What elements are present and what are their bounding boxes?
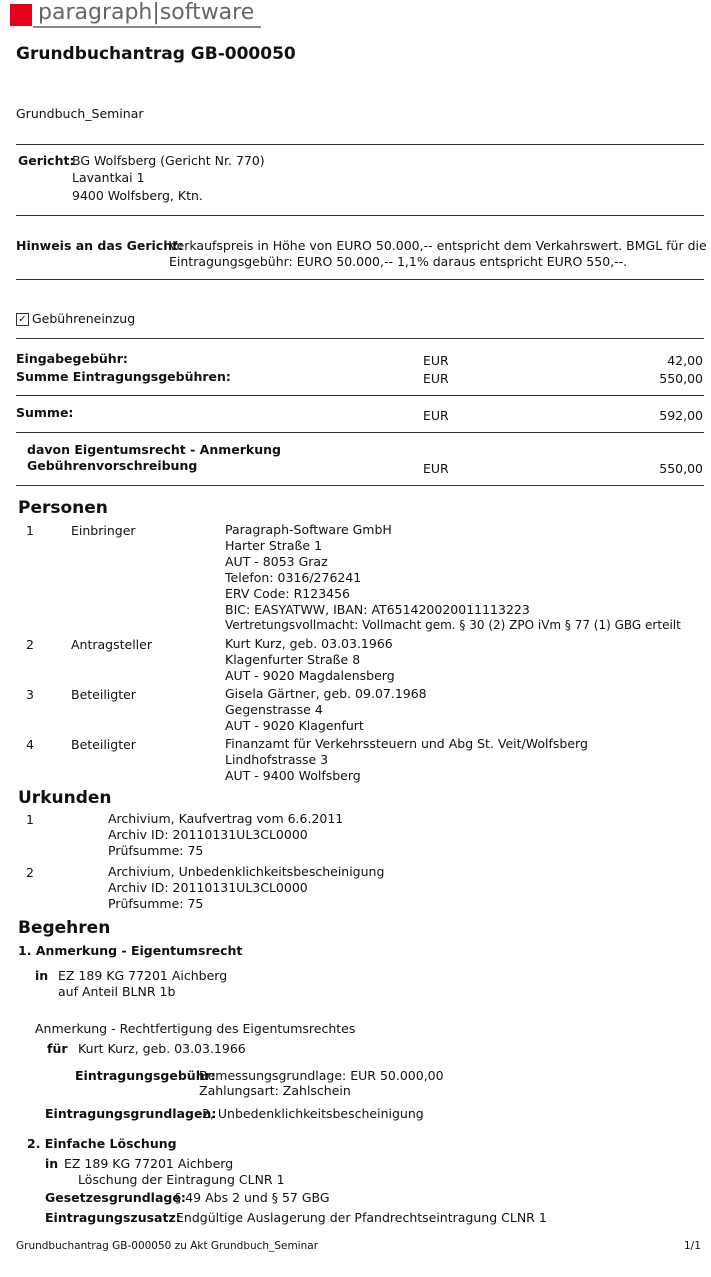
person-line: AUT - 9020 Magdalensberg [225, 668, 395, 683]
logo-underline [33, 26, 261, 28]
eintragungsgrundlagen-value: 2, Unbedenklichkeitsbescheinigung [202, 1106, 424, 1121]
eintragung-label: Summe Eintragungsgebühren: [16, 369, 231, 384]
davon-amount: 550,00 [659, 461, 703, 476]
divider [16, 432, 704, 433]
in-line: Löschung der Eintragung CLNR 1 [78, 1172, 285, 1187]
eintragung-amount: 550,00 [659, 371, 703, 386]
eintragungszusatz-value: Endgültige Auslagerung der Pfandrechtseintragung CLNR 1 [176, 1210, 547, 1225]
logo-text: paragraph|software [38, 0, 255, 25]
gebuehreneinzug-checkbox[interactable]: ✓ [16, 313, 29, 326]
in-line: EZ 189 KG 77201 Aichberg [64, 1156, 234, 1171]
person-role: Antragsteller [71, 637, 152, 652]
divider [16, 485, 704, 486]
person-line: ERV Code: R123456 [225, 586, 351, 601]
divider [16, 144, 704, 145]
gericht-label: Gericht: [18, 153, 75, 168]
summe-label: Summe: [16, 405, 74, 420]
person-line: Gisela Gärtner, geb. 09.07.1968 [225, 686, 427, 701]
begehren-2-title: 2. Einfache Löschung [27, 1136, 177, 1151]
urkunde-nr: 1 [26, 812, 34, 827]
divider [16, 395, 704, 396]
davon-line: davon Eigentumsrecht - Anmerkung [27, 442, 281, 457]
urkunden-heading: Urkunden [18, 788, 112, 808]
divider [16, 279, 704, 280]
gesetzesgrundlage-label: Gesetzesgrundlage: [45, 1190, 186, 1205]
person-role: Beteiligter [71, 687, 136, 702]
person-line: BIC: EASYATWW, IBAN: AT651420020011113223 [225, 602, 530, 617]
divider [16, 338, 704, 339]
urkunde-line: Prüfsumme: 75 [108, 843, 204, 858]
eintragung-currency: EUR [423, 371, 449, 386]
page-title: Grundbuchantrag GB-000050 [16, 44, 296, 64]
person-nr: 1 [26, 523, 34, 538]
divider [16, 215, 704, 216]
person-role: Beteiligter [71, 737, 136, 752]
summe-amount: 592,00 [659, 408, 703, 423]
begehren-1-title: 1. Anmerkung - Eigentumsrecht [18, 943, 243, 958]
gebuehreneinzug-label: Gebühreneinzug [32, 311, 136, 326]
eintragungsgrundlagen-label: Eintragungsgrundlagen: [45, 1106, 217, 1121]
eingabe-label: Eingabegebühr: [16, 351, 128, 366]
eingabe-currency: EUR [423, 353, 449, 368]
in-line: auf Anteil BLNR 1b [58, 984, 176, 999]
person-line: Klagenfurter Straße 8 [225, 652, 361, 667]
person-line: AUT - 9020 Klagenfurt [225, 718, 364, 733]
hinweis-label: Hinweis an das Gericht: [16, 238, 184, 253]
gericht-line: Lavantkai 1 [72, 170, 145, 185]
begehren-heading: Begehren [18, 918, 111, 938]
anmerkung-text: Anmerkung - Rechtfertigung des Eigentumsrechtes [35, 1021, 356, 1036]
person-line: AUT - 8053 Graz [225, 554, 328, 569]
eintragungsgebuehr-label: Eintragungsgebühr: [75, 1068, 216, 1083]
person-nr: 4 [26, 737, 34, 752]
fuer-label: für [47, 1041, 68, 1056]
urkunde-line: Archivium, Unbedenklichkeitsbescheinigung [108, 864, 385, 879]
footer-text: Grundbuchantrag GB-000050 zu Akt Grundbuch_Seminar [16, 1240, 319, 1252]
urkunde-line: Prüfsumme: 75 [108, 896, 204, 911]
summe-currency: EUR [423, 408, 449, 423]
personen-heading: Personen [18, 498, 108, 518]
hinweis-line: Eintragungsgebühr: EURO 50.000,-- 1,1% daraus entspricht EURO 550,--. [169, 254, 628, 269]
person-line: Vertretungsvollmacht: Vollmacht gem. § 30 (2) ZPO iVm § 77 (1) GBG erteilt [225, 618, 681, 632]
page-number: 1/1 [684, 1240, 701, 1252]
gericht-line: BG Wolfsberg (Gericht Nr. 770) [72, 153, 265, 168]
gericht-line: 9400 Wolfsberg, Ktn. [72, 188, 203, 203]
person-role: Einbringer [71, 523, 136, 538]
person-line: Finanzamt für Verkehrssteuern und Abg St. Veit/Wolfsberg [225, 736, 588, 751]
person-line: Kurt Kurz, geb. 03.03.1966 [225, 636, 393, 651]
in-label: in [35, 968, 49, 983]
eintragungsgebuehr-line: Bemessungsgrundlage: EUR 50.000,00 [199, 1068, 444, 1083]
person-line: AUT - 9400 Wolfsberg [225, 768, 361, 783]
person-line: Telefon: 0316/276241 [225, 570, 362, 585]
urkunde-line: Archivium, Kaufvertrag vom 6.6.2011 [108, 811, 344, 826]
person-nr: 3 [26, 687, 34, 702]
eintragungsgebuehr-line: Zahlungsart: Zahlschein [199, 1083, 351, 1098]
person-line: Harter Straße 1 [225, 538, 323, 553]
in-label: in [45, 1156, 59, 1171]
subtitle: Grundbuch_Seminar [16, 106, 144, 121]
davon-line: Gebührenvorschreibung [27, 458, 198, 473]
in-line: EZ 189 KG 77201 Aichberg [58, 968, 228, 983]
urkunde-nr: 2 [26, 865, 34, 880]
eintragungszusatz-label: Eintragungszusatz: [45, 1210, 181, 1225]
person-line: Lindhofstrasse 3 [225, 752, 329, 767]
gesetzesgrundlage-value: § 49 Abs 2 und § 57 GBG [175, 1190, 330, 1205]
logo-square [10, 4, 32, 26]
person-line: Gegenstrasse 4 [225, 702, 323, 717]
urkunde-line: Archiv ID: 20110131UL3CL0000 [108, 880, 308, 895]
fuer-value: Kurt Kurz, geb. 03.03.1966 [78, 1041, 246, 1056]
urkunde-line: Archiv ID: 20110131UL3CL0000 [108, 827, 308, 842]
person-nr: 2 [26, 637, 34, 652]
davon-currency: EUR [423, 461, 449, 476]
hinweis-line: Verkaufspreis in Höhe von EURO 50.000,-- entspricht dem Verkahrswert. BMGL für die [169, 238, 707, 253]
eingabe-amount: 42,00 [667, 353, 703, 368]
person-line: Paragraph-Software GmbH [225, 522, 392, 537]
